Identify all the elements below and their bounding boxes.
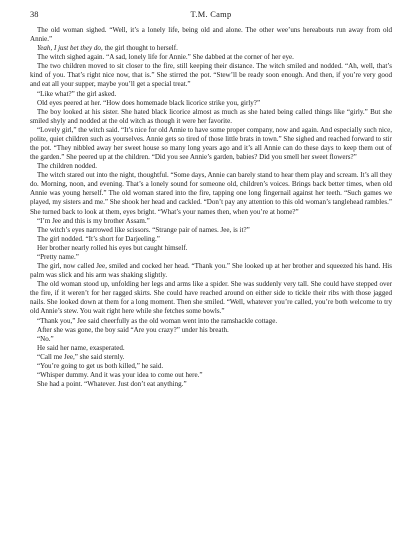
paragraph: The girl nodded. “It’s short for Darjeeling.” (37, 234, 160, 243)
paragraph: After she was gone, the boy said “Are you crazy?” under his breath. (37, 325, 229, 334)
paragraph: The old woman stood up, unfolding her legs and arms like a spider. She was suddenly very tall. She could have stepped over the fire, if it weren’t for her ragged skirts. She could have reached around on either side to tickle their ribs with those jagged nails. She looked down at them for a long moment. Then she smiled. “Well, whatever you’re called, you’re both welcome to try old Annie’s stew. You wait right here while she fetches some bowls.” (30, 280, 392, 316)
paragraph: He said her name, exasperated. (37, 343, 125, 352)
paragraph: “Pretty name.” (37, 252, 79, 261)
paragraph: The witch’s eyes narrowed like scissors. “Strange pair of names. Jee, is it?” (37, 225, 250, 234)
paragraph: The old woman sighed. “Well, it’s a lonely life, being old and alone. The other wee’uns hereabouts run away from old Annie.” (30, 26, 392, 44)
paragraph: Yeah, I just bet they do, the girl thought to herself. (37, 44, 178, 53)
body-text (30, 26, 392, 389)
running-title: T.M. Camp (190, 10, 232, 19)
paragraph: “Whisper dummy. And it was your idea to come out here.” (37, 370, 203, 379)
running-head (30, 8, 392, 22)
paragraph: She had a point. “Whatever. Just don’t eat anything.” (37, 380, 187, 389)
paragraph: “You’re going to get us both killed,” he said. (37, 361, 164, 370)
paragraph: Old eyes peered at her. “How does homemade black licorice strike you, girly?” (37, 98, 261, 107)
paragraph: “Thank you,” Jee said cheerfully as the old woman went into the ramshackle cottage. (37, 316, 278, 325)
paragraph: The witch sighed again. “A sad, lonely life for Annie.” She dabbed at the corner of her eye. (37, 53, 294, 62)
paragraph: The girl, now called Jee, smiled and cocked her head. “Thank you.” She looked up at her brother and squeezed his hand. His palm was slick and his arm was shaking slightly. (30, 262, 392, 280)
paragraph: “Like what?” the girl asked. (37, 89, 117, 98)
paragraph: “Call me Jee,” she said sternly. (37, 352, 125, 361)
page-number: 38 (30, 10, 39, 19)
paragraph: “Lovely girl,” the witch said. “It’s nice for old Annie to have some proper company, now and again. And especially such nice, polite, quiet children such as yourselves. Annie gets so tired of those little brats in town.” She sighed and reached forward to stir the pot. “They nibbled away her sweet house so many long years ago and it’s all Annie can do these days to keep them out of the garden.” She peered up at the children. “Did you see Annie’s garden, babies? Did you smell her sweet flowers?” (30, 125, 392, 162)
italic-thought: Yeah, I just bet they do, (37, 44, 103, 53)
paragraph: The boy looked at his sister. She hated black licorice almost as much as she hated being called things like “girly.” But she smiled shyly and nodded at the old witch as though it were her favorite. (30, 107, 392, 125)
paragraph: The two children moved to sit closer to the fire, still keeping their distance. The witch smiled and nodded. “Ah, well, that’s kind of you. That’s right nice now, that is.” She stirred the pot. “Stew’ll be ready soon enough. And then, if you’re very good and eat all your supper, maybe you’ll get a special treat.” (30, 62, 392, 89)
paragraph: The witch stared out into the night, thoughtful. “Some days, Annie can barely stand to hear them play and scream. It’s all they do. Morning, noon, and evening. That’s a lonely sound for someone old, children’s voices. Brings back better times, when old Annie was young herself.” The old woman stared into the fire, tapping one long fingernail against her teeth. “Such games we played, my sisters and me.” She shook her head and cackled. “Don’t pay any attention to this old woman’s tanglehead rambles.” She turned back to look at them, eyes bright. “What’s your names then, when you’re at home?” (30, 171, 392, 216)
paragraph: The children nodded. (37, 162, 98, 171)
paragraph: “No.” (37, 334, 54, 343)
paragraph: “I’m Jee and this is my brother Assam.” (37, 216, 150, 225)
paragraph: Her brother nearly rolled his eyes but caught himself. (37, 243, 188, 252)
book-page (30, 8, 392, 389)
